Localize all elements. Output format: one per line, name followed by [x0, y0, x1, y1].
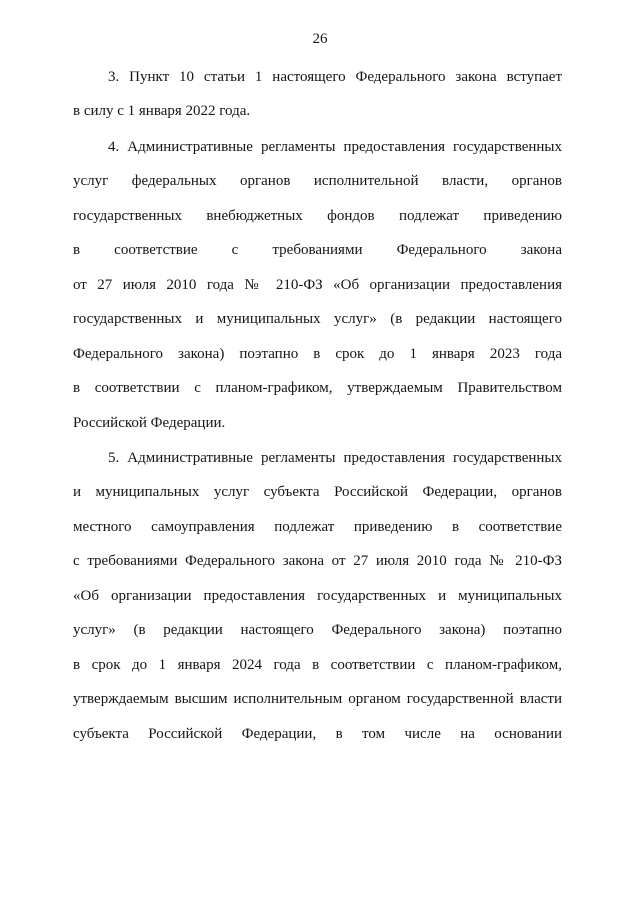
paragraph-4-line-3: государственных внебюджетных фондов подлежат приведению — [73, 208, 562, 224]
paragraph-4-line-4: в соответствие с требованиями Федерального закона — [73, 242, 562, 258]
paragraph-4-line-7: Федерального закона) поэтапно в срок до 1 января 2023 года — [73, 346, 562, 362]
paragraph-4-line-8: в соответствии с планом-графиком, утверждаемым Правительством — [73, 380, 562, 396]
paragraph-4-line-1: 4. Административные регламенты предоставления государственных — [108, 139, 562, 155]
paragraph-5-line-8: утверждаемым высшим исполнительным органом государственной власти — [73, 691, 562, 707]
paragraph-4-line-9: Российской Федерации. — [73, 415, 226, 431]
paragraph-5-line-5: «Об организации предоставления государственных и муниципальных — [73, 588, 562, 604]
paragraph-4-line-6: государственных и муниципальных услуг» (в редакции настоящего — [73, 311, 562, 327]
paragraph-5-line-7: в срок до 1 января 2024 года в соответствии с планом-графиком, — [73, 657, 562, 673]
paragraph-5-line-2: и муниципальных услуг субъекта Российской Федерации, органов — [73, 484, 562, 500]
paragraph-4-line-5: от 27 июля 2010 года № 210-ФЗ «Об организации предоставления — [73, 277, 562, 293]
paragraph-5-line-1: 5. Административные регламенты предоставления государственных — [108, 450, 562, 466]
paragraph-3-line-1: 3. Пункт 10 статьи 1 настоящего Федерального закона вступает — [108, 69, 562, 85]
paragraph-5-line-4: с требованиями Федерального закона от 27 июля 2010 года № 210-ФЗ — [73, 553, 562, 569]
paragraph-5-line-6: услуг» (в редакции настоящего Федерального закона) поэтапно — [73, 622, 562, 638]
paragraph-4-line-2: услуг федеральных органов исполнительной власти, органов — [73, 173, 562, 189]
page-number: 26 — [312, 31, 328, 47]
paragraph-5-line-9: субъекта Российской Федерации, в том числе на основании — [73, 726, 562, 742]
paragraph-3-line-2: в силу с 1 января 2022 года. — [73, 103, 251, 119]
paragraph-5-line-3: местного самоуправления подлежат приведению в соответствие — [73, 519, 562, 535]
